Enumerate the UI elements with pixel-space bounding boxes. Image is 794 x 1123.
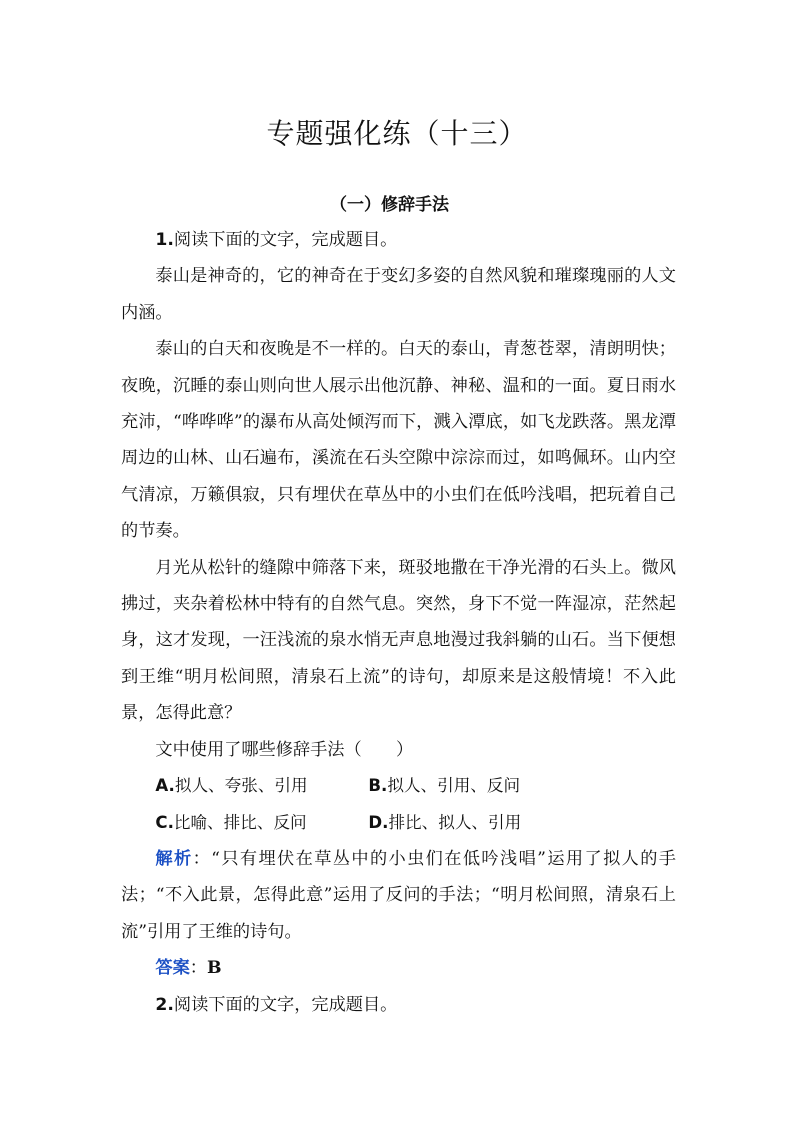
answer-label: 答案 xyxy=(155,958,190,979)
answer-separator: ： xyxy=(189,958,207,979)
question-1-stem: 文中使用了哪些修辞手法（ ） xyxy=(155,739,414,760)
analysis-label: 解析 xyxy=(155,848,193,869)
question-1-options xyxy=(155,768,676,841)
option-c-text: 比喻、排比、反问 xyxy=(173,812,307,832)
option-a-text: 拟人、夸张、引用 xyxy=(174,776,308,796)
document-body xyxy=(121,222,676,1023)
analysis-text: ：“只有埋伏在草丛中的小虫们在低吟浅唱”运用了拟人的手法；“不入此景，怎得此意”运用了反问的手法；“明月松间照，清泉石上流”引用了王维的诗句。 xyxy=(121,848,676,942)
page-title: 专题强化练（十三） xyxy=(266,117,528,150)
question-1-answer xyxy=(121,950,676,986)
question-1-analysis xyxy=(121,841,676,950)
option-b-letter: B. xyxy=(368,776,388,796)
question-2-prompt-text: 阅读下面的文字，完成题目。 xyxy=(173,994,398,1015)
option-d xyxy=(368,805,581,841)
option-a xyxy=(155,768,368,804)
options-row-2 xyxy=(155,805,676,841)
answer-value: B xyxy=(206,958,222,979)
option-a-letter: A. xyxy=(155,776,175,796)
passage-paragraph-3: 月光从松针的缝隙中筛落下来，斑驳地撒在干净光滑的石头上。微风拂过，夹杂着松林中特有的自然气息。突然，身下不觉一阵湿凉，茫然起身，这才发现，一汪浅流的泉水悄无声息地漫过我斜躺的山石。当下便想到王维“明月松间照，清泉石上流”的诗句，却原来是这般情境！不入此景，怎得此意？ xyxy=(121,557,676,724)
passage-paragraph-1: 泰山是神奇的，它的神奇在于变幻多姿的自然风貌和璀璨瑰丽的人文内涵。 xyxy=(121,266,676,323)
passage-paragraph-2: 泰山的白天和夜晚是不一样的。白天的泰山，青葱苍翠，清朗明快；夜晚，沉睡的泰山则向世人展示出他沉静、神秘、温和的一面。夏日雨水充沛，“哗哗哗”的瀑布从高处倾泻而下，溅入潭底，如飞龙跌落。黑龙潭周边的山林、山石遍布，溪流在石头空隙中淙淙而过，如鸣佩环。山内空气清凉，万籁俱寂，只有埋伏在草丛中的小虫们在低吟浅唱，把玩着自己的节奏。 xyxy=(121,339,676,542)
options-row-1 xyxy=(155,768,676,804)
option-d-letter: D. xyxy=(368,812,389,832)
option-c-letter: C. xyxy=(155,812,174,832)
option-d-text: 排比、拟人、引用 xyxy=(388,812,522,832)
question-1-prompt xyxy=(121,222,676,258)
option-b xyxy=(368,768,581,804)
option-b-text: 拟人、引用、反问 xyxy=(387,776,521,796)
question-1-prompt-text: 阅读下面的文字，完成题目。 xyxy=(173,230,398,250)
option-c xyxy=(155,805,368,841)
question-2-number: 2. xyxy=(155,994,174,1015)
section-heading: （一）修辞手法 xyxy=(330,195,449,215)
question-1-number: 1. xyxy=(155,230,174,250)
question-2-prompt xyxy=(121,987,676,1023)
